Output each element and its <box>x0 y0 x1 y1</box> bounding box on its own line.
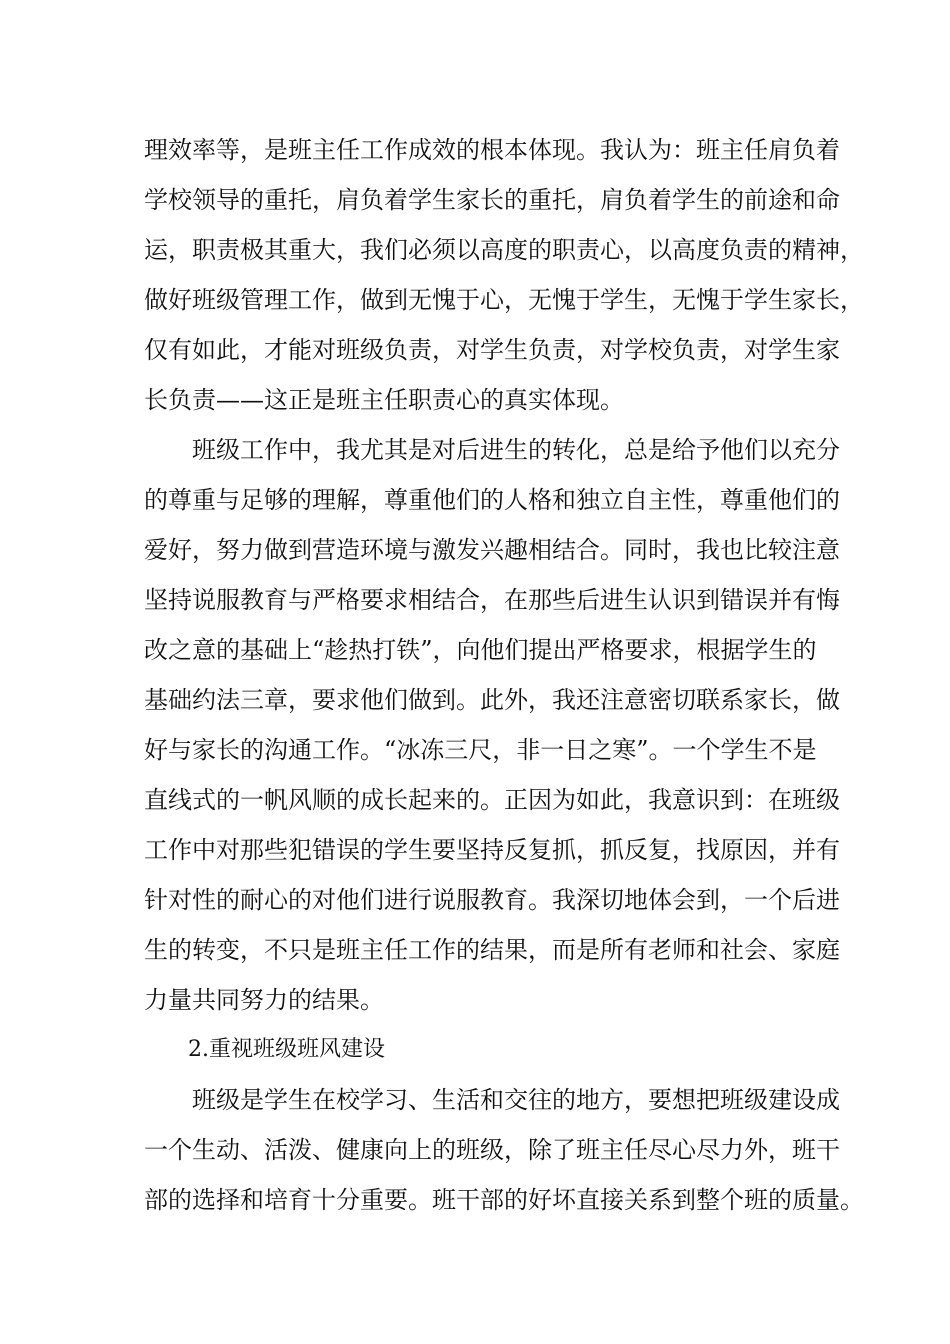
paragraph-1-line-2: 学校领导的重托，肩负着学生家长的重托，肩负着学生的前途和命 <box>144 186 840 214</box>
paragraph-2-line-7: 好与家长的沟通工作。“冰冻三尺，非一日之寒”。一个学生不是 <box>144 736 817 764</box>
paragraph-1-line-3: 运，职责极其重大，我们必须以高度的职责心，以高度负责的精神， <box>144 236 864 264</box>
paragraph-3-line-1: 班级是学生在校学习、生活和交往的地方，要想把班级建设成 <box>192 1086 840 1114</box>
paragraph-2-line-5: 改之意的基础上“趁热打铁”，向他们提出严格要求，根据学生的 <box>144 636 817 664</box>
paragraph-3-line-3: 部的选择和培育十分重要。班干部的好坏直接关系到整个班的质量。 <box>144 1186 864 1214</box>
paragraph-2-line-11: 生的转变，不只是班主任工作的结果，而是所有老师和社会、家庭 <box>144 936 840 964</box>
paragraph-2-line-9: 工作中对那些犯错误的学生要坚持反复抓，抓反复，找原因，并有 <box>144 836 840 864</box>
paragraph-2-line-6: 基础约法三章，要求他们做到。此外，我还注意密切联系家长，做 <box>144 686 840 714</box>
paragraph-1-line-4: 做好班级管理工作，做到无愧于心，无愧于学生，无愧于学生家长， <box>144 286 864 314</box>
paragraph-1-line-1: 理效率等，是班主任工作成效的根本体现。我认为：班主任肩负着 <box>144 136 840 164</box>
paragraph-1-line-5: 仅有如此，才能对班级负责，对学生负责，对学校负责，对学生家 <box>144 336 840 364</box>
paragraph-3-line-2: 一个生动、活泼、健康向上的班级，除了班主任尽心尽力外，班干 <box>144 1136 840 1164</box>
paragraph-2-line-10: 针对性的耐心的对他们进行说服教育。我深切地体会到，一个后进 <box>144 886 840 914</box>
paragraph-2-line-8: 直线式的一帆风顺的成长起来的。正因为如此，我意识到：在班级 <box>144 786 840 814</box>
paragraph-2-line-1: 班级工作中，我尤其是对后进生的转化，总是给予他们以充分 <box>192 436 840 464</box>
paragraph-2-line-2: 的尊重与足够的理解，尊重他们的人格和独立自主性，尊重他们的 <box>144 486 840 514</box>
paragraph-2-line-12: 力量共同努力的结果。 <box>144 986 384 1014</box>
section-heading: 2.重视班级班风建设 <box>188 1037 385 1062</box>
paragraph-1-line-6: 长负责——这正是班主任职责心的真实体现。 <box>144 386 624 414</box>
paragraph-2-line-4: 坚持说服教育与严格要求相结合，在那些后进生认识到错误并有悔 <box>144 586 840 614</box>
paragraph-2-line-3: 爱好，努力做到营造环境与激发兴趣相结合。同时，我也比较注意 <box>144 536 840 564</box>
